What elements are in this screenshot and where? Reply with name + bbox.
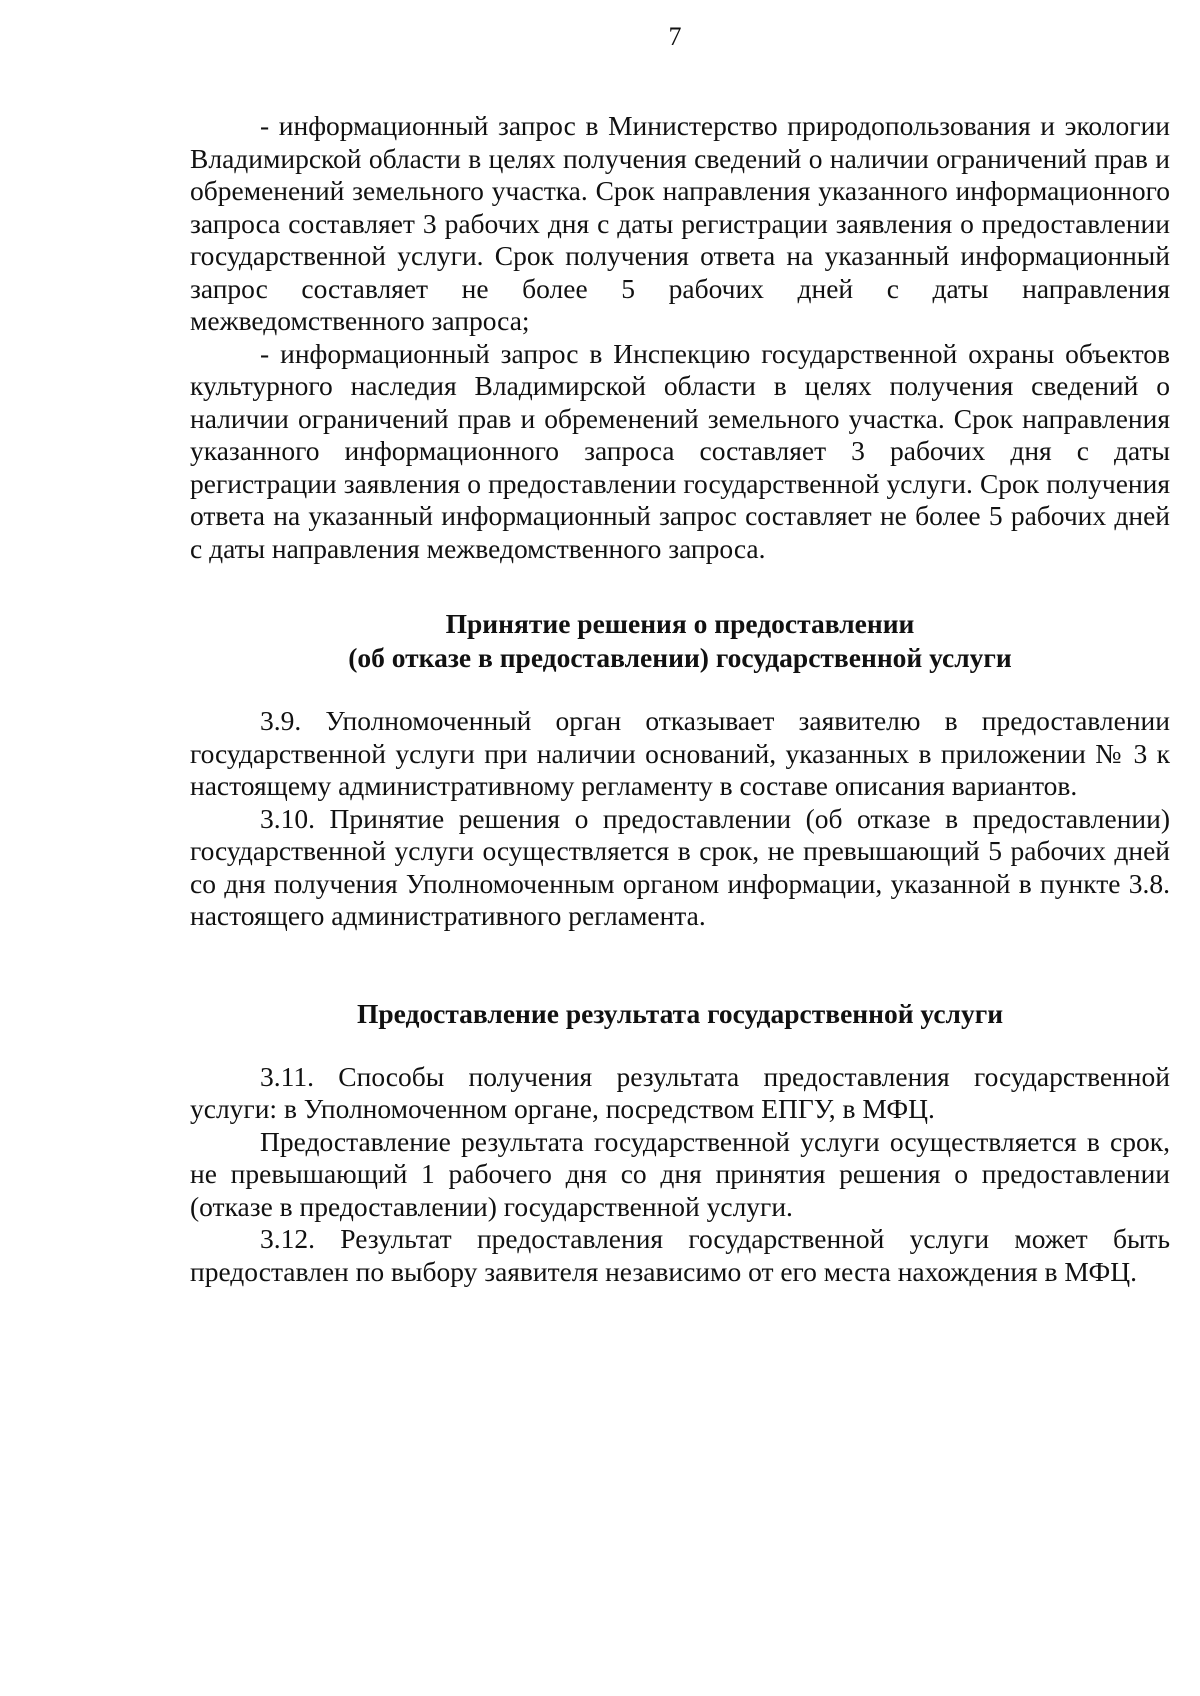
paragraph-3-9: 3.9. Уполномоченный орган отказывает заявителю в предоставлении государственной услуги при наличии оснований, указанных в приложении № 3 к настоящему административному регламенту в составе описания вариантов. bbox=[190, 705, 1170, 801]
paragraph-inspection-request: - информационный запрос в Инспекцию государственной охраны объектов культурного наследия Владимирской области в целях получения сведений о наличии ограничений прав и обременений земельного участка. Срок направления указанного информационного запроса составляет 3 рабочих дня с даты регистрации заявления о предоставлении государственной услуги. Срок получения ответа на указанный информационный запрос составляет не более 5 рабочих дней с даты направления межведомственного запроса. bbox=[190, 337, 1170, 564]
section-heading-decision-line-2: (об отказе в предоставлении) государственной услуги bbox=[348, 642, 1012, 673]
section-heading-result: Предоставление результата государственной услуги bbox=[356, 997, 1004, 1029]
section-heading-decision-line-1: Принятие решения о предоставлении bbox=[445, 608, 915, 639]
section-heading-decision bbox=[190, 607, 1170, 675]
document-body bbox=[190, 110, 1170, 1288]
paragraph-3-11-timing: Предоставление результата государственной услуги осуществляется в срок, не превышающий 1 рабочего дня со дня принятия решения о предоставлении (отказе в предоставлении) государственной услуги. bbox=[190, 1125, 1170, 1222]
paragraph-3-10: 3.10. Принятие решения о предоставлении (об отказе в предоставлении) государственной услуги осуществляется в срок, не превышающий 5 рабочих дней со дня получения Уполномоченным органом информации, указанной в пункте 3.8. настоящего административного регламента. bbox=[190, 802, 1170, 931]
page-number: 7 bbox=[668, 22, 682, 51]
paragraph-ministry-request: - информационный запрос в Министерство природопользования и экологии Владимирской области в целях получения сведений о наличии ограничений прав и обременений земельного участка. Срок направления указанного информационного запроса составляет 3 рабочих дня с даты регистрации заявления о предоставлении государственной услуги. Срок получения ответа на указанный информационный запрос составляет не более 5 рабочих дней с даты направления межведомственного запроса; bbox=[190, 110, 1170, 336]
paragraph-3-11: 3.11. Способы получения результата предоставления государственной услуги: в Уполномоченном органе, посредством ЕПГУ, в МФЦ. bbox=[190, 1060, 1170, 1124]
paragraph-3-12: 3.12. Результат предоставления государственной услуги может быть предоставлен по выбору заявителя независимо от его места нахождения в МФЦ. bbox=[190, 1223, 1170, 1287]
